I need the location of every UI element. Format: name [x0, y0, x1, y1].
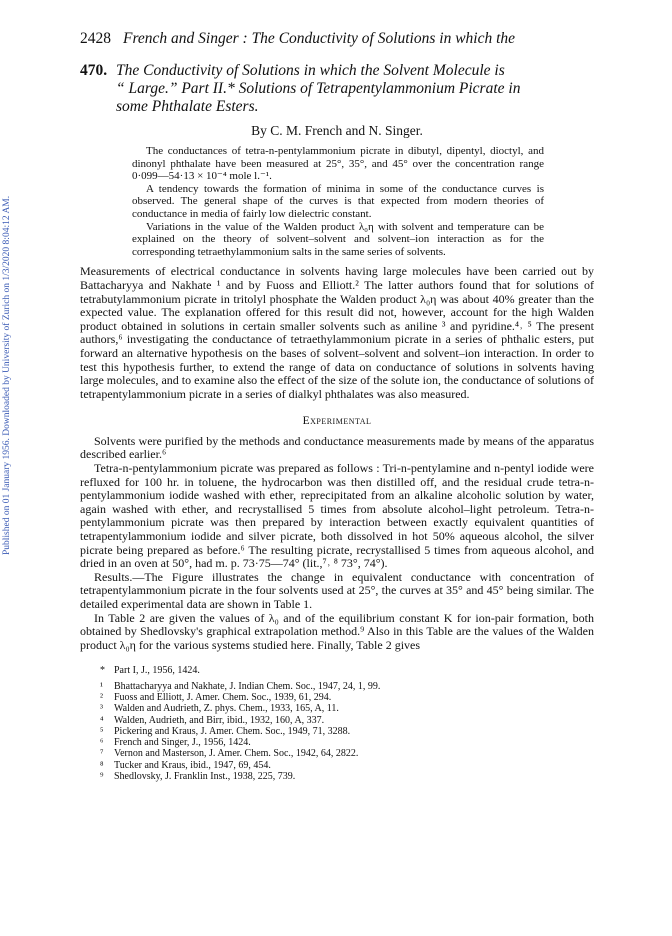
page [80, 30, 594, 782]
abstract [132, 145, 544, 258]
footnote: ³ Walden and Audrieth, Z. phys. Chem., 1933, 165, A, 11. [100, 703, 339, 715]
running-head [80, 30, 594, 48]
footnote: ⁷ Vernon and Masterson, J. Amer. Chem. Soc., 1942, 64, 2822. [100, 748, 359, 760]
article-number: 470. [80, 62, 108, 79]
abstract-paragraph: A tendency towards the formation of minima in some of the conductance curves is observed. The general shape of the curves is that expected from modern theories of conductance in media of fairly low dielectric constant. [132, 182, 544, 220]
title-line-1: The Conductivity of Solutions in which the Solvent Molecule is [116, 62, 505, 79]
abstract-paragraph: Variations in the value of the Walden product λ₀η with solvent and temperature can be explained on the theory of solvent–solvent and solvent–ion interaction as for the corresponding tetraethylammonium salts in the same series of solvents. [132, 220, 544, 258]
footnote: ² Fuoss and Elliott, J. Amer. Chem. Soc., 1939, 61, 294. [100, 691, 332, 703]
footnotes [80, 665, 594, 782]
article-body [80, 265, 594, 652]
footnote: ⁶ French and Singer, J., 1956, 1424. [100, 737, 251, 749]
body-paragraph: Solvents were purified by the methods and conductance measurements made by means of the apparatus described earlier.⁶ [80, 433, 594, 462]
footnote: ¹ Bhattacharyya and Nakhate, J. Indian Chem. Soc., 1947, 24, 1, 99. [100, 680, 381, 692]
footnote: * Part I, J., 1956, 1424. [100, 665, 200, 677]
body-paragraph: In Table 2 are given the values of λ₀ and of the equilibrium constant K for ion-pair formation, both obtained by Shedlovsky's graphical extrapolation method.⁹ Also in this Table are the values of the Walden product λ₀η for the various systems studied here. Finally, Table 2 gives [80, 610, 594, 652]
footnote: ⁸ Tucker and Kraus, ibid., 1947, 69, 454. [100, 759, 271, 771]
footnote: ⁹ Shedlovsky, J. Franklin Inst., 1938, 225, 739. [100, 771, 296, 783]
authors: By C. M. French and N. Singer. [251, 123, 423, 138]
intro-paragraph: Measurements of electrical conductance in solvents having large molecules have been carried out by Battacharyya and Nakhate ¹ and by Fuoss and Elliott.² The latter authors found that for solutions of tetrabutylammonium picrate in tritolyl phosphate the Walden product λ₀η was about 40% greater than the expected value. The explanation offered for this result did not, however, account for the high Walden product obtained in solutions in certain smaller solvents such as aniline ³ and pyridine.⁴˒ ⁵ The present authors,⁶ investigating the conductance of tetraethylammonium picrate in a series of phthalic esters, put forward an alternative hypothesis on the bases of solvent–solvent and solvent–ion interaction. In order to test this hypothesis further, to extend the range of data on conductance of solutions in solvents having large molecules, and to examine also the effect of the size of the solute ion, the conductance of solutions of tetrapentylammonium picrate in a series of dialkyl phthalates was also measured. [80, 264, 594, 401]
body-paragraph: Tetra-n-pentylammonium picrate was prepared as follows : Tri-n-pentylamine and n-pentyl iodide were refluxed for 100 hr. in toluene, the hydrocarbon was then distilled off, and the residual crude tetra-n-pentylammonium iodide washed with ether, reprecipitated from an alkaline alcoholic solution by water, again washed with ether, and recrystallised 5 times from absolute alcohol–light petroleum. Tetra-n-pentylammonium picrate was then prepared by interaction between exactly equivalent quantities of tetrapentylammonium iodide and silver picrate, both dissolved in hot 50% aqueous alcohol, the silver picrate being prepared as before.⁶ The resulting picrate, recrystallised 5 times from aqueous alcohol, and dried in an oven at 50°, had m. p. 73·75—74° (lit.,⁷˒ ⁸ 73°, 74°). [80, 461, 594, 571]
running-head-text: French and Singer : The Conductivity of Solutions in which the [123, 30, 516, 47]
title-line-3: some Phthalate Esters. [116, 98, 259, 115]
article-title [80, 62, 594, 116]
section-heading-experimental: Experimental [302, 415, 372, 428]
footnote: ⁵ Pickering and Kraus, J. Amer. Chem. Soc., 1949, 71, 3288. [100, 725, 351, 737]
publication-sidebar: Published on 01 January 1956. Downloaded by University of Zurich on 1/3/2020 8:04:12 AM. [2, 195, 12, 555]
abstract-paragraph: The conductances of tetra-n-pentylammonium picrate in dibutyl, dipentyl, dioctyl, and dinonyl phthalate have been measured at 25°, 35°, and 45° over the concentration range 0·099—54·13 × 10⁻⁴ mole l.⁻¹. [132, 145, 544, 183]
title-line-2: “ Large.” Part II.* Solutions of Tetrapentylammonium Picrate in [116, 80, 521, 97]
page-number: 2428 [80, 30, 111, 47]
footnote: ⁴ Walden, Audrieth, and Birr, ibid., 1932, 160, A, 337. [100, 714, 325, 726]
body-paragraph: Results.—The Figure illustrates the change in equivalent conductance with concentration of tetrapentylammonium picrate in the four solvents used at 25°, the curves at 35° and 45° being similar. The detailed experimental data are shown in Table 1. [80, 569, 594, 611]
